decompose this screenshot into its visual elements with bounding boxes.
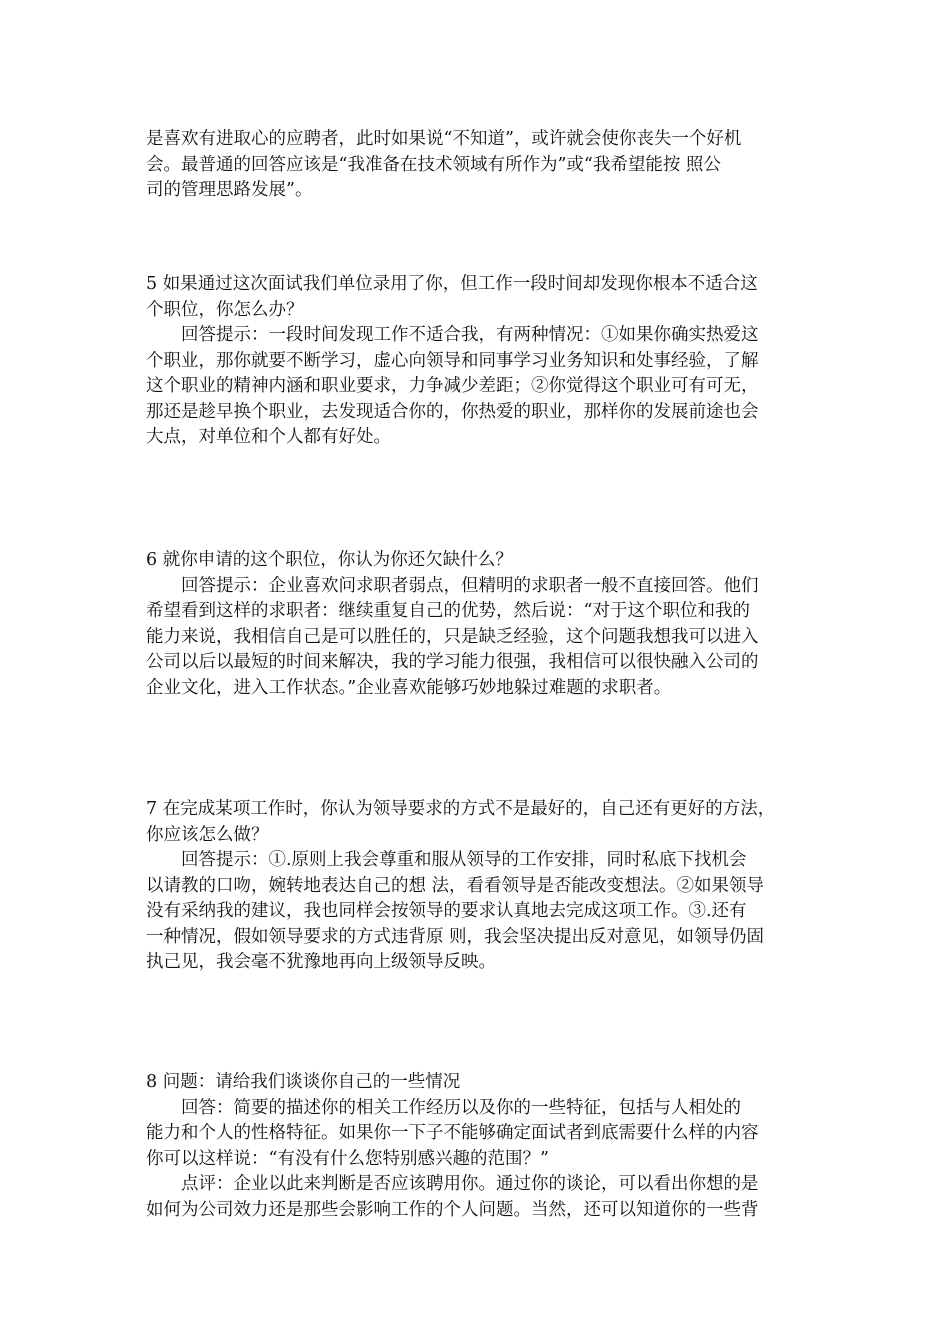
question-7-section bbox=[146, 797, 814, 976]
answer-line: 你可以这样说：“有没有什么您特别感兴趣的范围？” bbox=[146, 1148, 549, 1169]
comment-line: 如何为公司效力还是那些会影响工作的个人问题。当然，还可以知道你的一些背 bbox=[146, 1199, 759, 1220]
question-8-section bbox=[146, 1070, 814, 1223]
question-line: 5 如果通过这次面试我们单位录用了你，但工作一段时间却发现你根本不适合这 bbox=[146, 274, 758, 294]
answer-line: 一种情况，假如领导要求的方式违背原 则，我会坚决提出反对意见，如领导仍固 bbox=[146, 926, 765, 947]
answer-line: 企业文化，进入工作状态。”企业喜欢能够巧妙地躲过难题的求职者。 bbox=[146, 677, 672, 698]
question-line: 8 问题：请给我们谈谈你自己的一些情况 bbox=[146, 1072, 461, 1092]
continued-answer-paragraph bbox=[146, 127, 814, 204]
question-6-section bbox=[146, 548, 814, 701]
answer-line: 回答提示：企业喜欢问求职者弱点，但精明的求职者一般不直接回答。他们 bbox=[181, 575, 759, 596]
question-line: 7 在完成某项工作时，你认为领导要求的方式不是最好的，自己还有更好的方法， bbox=[146, 799, 776, 819]
question-line: 个职位，你怎么办？ bbox=[146, 299, 304, 320]
answer-line: 这个职业的精神内涵和职业要求，力争减少差距；②你觉得这个职业可有可无， bbox=[146, 376, 759, 396]
comment-line: 点评：企业以此来判断是否应该聘用你。通过你的谈论，可以看出你想的是 bbox=[181, 1174, 759, 1194]
answer-line: 回答提示：①.原则上我会尊重和服从领导的工作安排，同时私底下找机会 bbox=[181, 850, 747, 870]
answer-line: 那还是趁早换个职业，去发现适合你的，你热爱的职业，那样你的发展前途也会 bbox=[146, 401, 759, 422]
answer-line: 希望看到这样的求职者：继续重复自己的优势，然后说：“对于这个职位和我的 bbox=[146, 601, 750, 621]
question-line: 你应该怎么做？ bbox=[146, 824, 269, 845]
answer-line: 能力和个人的性格特征。如果你一下子不能够确定面试者到底需要什么样的内容 bbox=[146, 1123, 759, 1143]
answer-line: 个职业，那你就要不断学习，虚心向领导和同事学习业务知识和处事经验，了解 bbox=[146, 350, 759, 371]
answer-line: 执己见，我会毫不犹豫地再向上级领导反映。 bbox=[146, 952, 496, 972]
question-5-section bbox=[146, 272, 814, 451]
answer-line: 公司以后以最短的时间来解决，我的学习能力很强，我相信可以很快融入公司的 bbox=[146, 652, 759, 672]
answer-line: 能力来说，我相信自己是可以胜任的，只是缺乏经验，这个问题我想我可以进入 bbox=[146, 626, 759, 647]
text-line: 司的管理思路发展”。 bbox=[146, 180, 313, 200]
answer-line: 没有采纳我的建议，我也同样会按领导的要求认真地去完成这项工作。③.还有 bbox=[146, 901, 747, 921]
question-line: 6 就你申请的这个职位，你认为你还欠缺什么？ bbox=[146, 550, 513, 570]
answer-line: 以请教的口吻，婉转地表达自己的想 法，看看领导是否能改变想法。②如果领导 bbox=[146, 875, 765, 896]
text-line: 是喜欢有进取心的应聘者，此时如果说“不知道”，或许就会使你丧失一个好机 bbox=[146, 129, 742, 149]
answer-line: 大点，对单位和个人都有好处。 bbox=[146, 427, 391, 447]
text-line: 会。最普通的回答应该是“我准备在技术领域有所作为”或“我希望能按 照公 bbox=[146, 154, 721, 175]
answer-line: 回答：简要的描述你的相关工作经历以及你的一些特征，包括与人相处的 bbox=[181, 1097, 741, 1118]
answer-line: 回答提示：一段时间发现工作不适合我，有两种情况：①如果你确实热爱这 bbox=[181, 325, 759, 345]
